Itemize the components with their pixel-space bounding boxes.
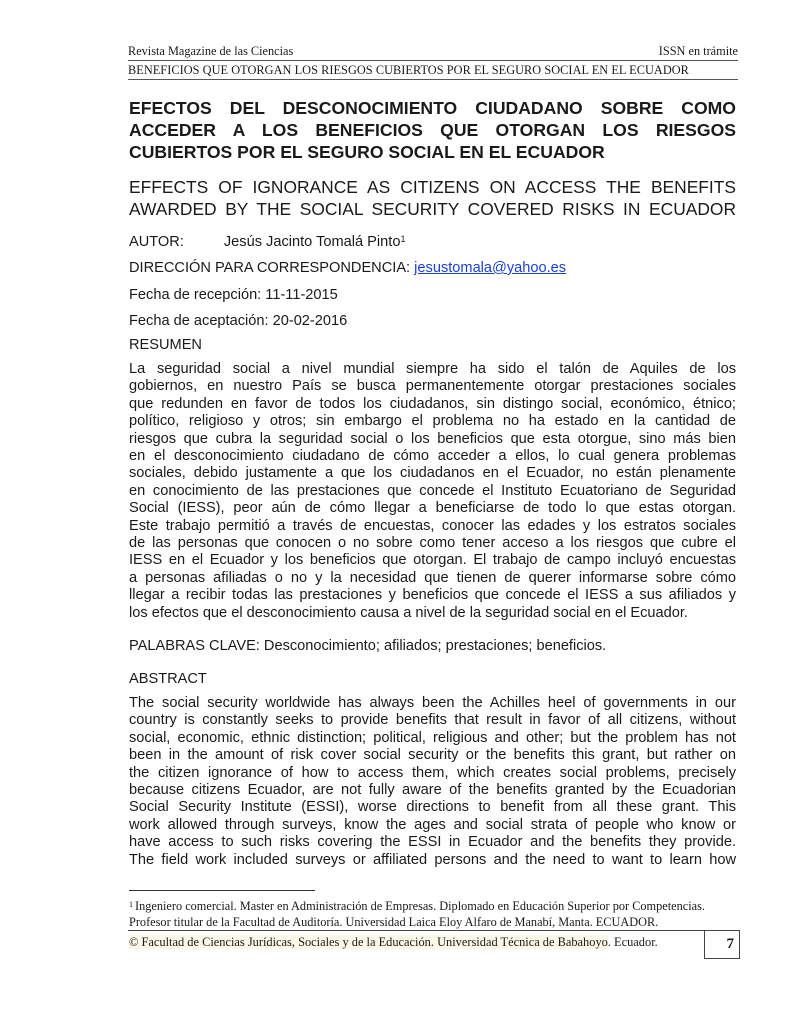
resumen-line: a personas afiliadas o no y la necesidad que tienen de querer informarse sobre cómo bbox=[129, 569, 736, 586]
resumen-line: riesgos que cubra la seguridad social o los beneficios que esta otorgue, sino más bien bbox=[129, 430, 736, 447]
title-en-line: EFFECTS OF IGNORANCE AS CITIZENS ON ACCESS THE BENEFITS bbox=[129, 177, 736, 197]
footer-divider bbox=[128, 930, 704, 931]
footnote-text: Ingeniero comercial. Master en Administración de Empresas. Diplomado en Educación Superior por Competencias. bbox=[135, 899, 705, 913]
resumen-line: en conocimiento de las prestaciones que concede el Instituto Ecuatoriano de Seguridad bbox=[129, 482, 736, 499]
correspondence-line bbox=[129, 259, 566, 277]
title-es-line: ACCEDER A LOS BENEFICIOS QUE OTORGAN LOS RIESGOS bbox=[129, 120, 736, 140]
running-head bbox=[128, 44, 738, 80]
resumen-line: Este trabajo permitió a través de encuestas, conocer las edades y los estratos sociales bbox=[129, 517, 736, 534]
email-link[interactable]: jesustomala@yahoo.es bbox=[414, 260, 567, 276]
title-spanish bbox=[129, 97, 736, 163]
running-head-top bbox=[128, 44, 738, 61]
footnote-mark[interactable]: 1 bbox=[400, 234, 406, 244]
abstract-heading: ABSTRACT bbox=[129, 671, 207, 687]
abstract-line: because citizens Ecuador, are not fully aware of the benefits granted by the Ecuadorian bbox=[129, 782, 736, 799]
abstract-line: Social Security Institute (ESSI), worse directions to benefit from all these grant. This bbox=[129, 799, 736, 816]
title-en-line: AWARDED BY THE SOCIAL SECURITY COVERED RISKS IN ECUADOR bbox=[129, 199, 736, 219]
resumen-line: IESS en el Ecuador y los beneficios que otorgan. El trabajo de campo incluyó encuestas bbox=[129, 552, 736, 569]
abstract-line: The social security worldwide has always been the Achilles heel of governments in our bbox=[129, 695, 736, 711]
footer-copyright bbox=[129, 935, 658, 950]
author-name: Jesús Jacinto Tomalá Pinto bbox=[223, 234, 401, 250]
keywords: PALABRAS CLAVE: Desconocimiento; afiliados; prestaciones; beneficios. bbox=[129, 638, 607, 654]
page-number: 7 bbox=[704, 930, 740, 959]
resumen-line: los efectos que el desconocimiento causa a nivel de la seguridad social en el Ecuador. bbox=[129, 604, 688, 621]
abstract-line: work allowed through surveys, know the ages and social strata of people who know or bbox=[129, 816, 736, 833]
footnote-line: Profesor titular de la Facultad de Auditoría. Universidad Laica Eloy Alfaro de Manabí, Manta. ECUADOR. bbox=[129, 914, 659, 929]
title-es-line: CUBIERTOS POR EL SEGURO SOCIAL EN EL ECUADOR bbox=[129, 142, 605, 162]
resumen-body bbox=[129, 361, 736, 622]
resumen-heading: RESUMEN bbox=[129, 337, 202, 353]
footnote-divider bbox=[129, 890, 315, 891]
issn-label: ISSN en trámite bbox=[658, 44, 738, 58]
received-date: Fecha de recepción: 11-11-2015 bbox=[129, 287, 338, 303]
resumen-line: gobiernos, en nuestro País se busca permanentemente otorgar prestaciones sociales bbox=[129, 378, 736, 395]
resumen-line: La seguridad social a nivel mundial siempre ha sido el talón de Aquiles de los bbox=[129, 361, 736, 377]
resumen-line: de las personas que conocen o no sobre como tener acceso a los riesgos que cubre el bbox=[129, 535, 736, 552]
footnote-number: 1 bbox=[129, 900, 133, 909]
title-english bbox=[129, 176, 736, 220]
copyright-text: © Facultad de Ciencias Jurídicas, Sociales y de la Educación. Universidad Técnica de Babahoyo bbox=[129, 935, 608, 949]
footnote bbox=[129, 899, 739, 930]
section-title: BENEFICIOS QUE OTORGAN LOS RIESGOS CUBIERTOS POR EL SEGURO SOCIAL EN EL ECUADOR bbox=[128, 61, 738, 80]
abstract-line: have access to such risks covering the ESSI in Ecuador and the benefits they provide. bbox=[129, 834, 736, 851]
footnote-line bbox=[129, 899, 739, 915]
accepted-date: Fecha de aceptación: 20-02-2016 bbox=[129, 313, 348, 329]
author-label: AUTOR: bbox=[129, 234, 184, 250]
author-line bbox=[129, 233, 405, 251]
resumen-line: llegar a recibir todas las prestaciones y beneficios que concede el IESS a sus afiliados y bbox=[129, 587, 736, 604]
abstract-line: country is constantly seeks to provide benefits that result in favor of all citizens, without bbox=[129, 712, 736, 729]
resumen-line: Social (IESS), peor aún de cómo llegar a beneficiarse de todo lo que estas otorgan. bbox=[129, 500, 736, 517]
abstract-line: social, economic, ethnic distinction; political, religious and other; but the problem has not bbox=[129, 729, 736, 746]
correspondence-label: DIRECCIÓN PARA CORRESPONDENCIA: bbox=[129, 260, 411, 276]
abstract-line: The field work included surveys or affiliated persons and the need to want to learn how bbox=[129, 851, 736, 868]
journal-name: Revista Magazine de las Ciencias bbox=[128, 44, 294, 58]
abstract-line: the citizen ignorance of how to access them, which creates social problems, precisely bbox=[129, 764, 736, 781]
title-es-line: EFECTOS DEL DESCONOCIMIENTO CIUDADANO SOBRE COMO bbox=[129, 98, 736, 118]
resumen-line: político, religioso y otros; sin embargo el problema no ha estado en la cantidad de bbox=[129, 413, 736, 430]
resumen-line: en el desconocimiento ciudadano de cómo acceder a ellos, lo cual genera problemas bbox=[129, 448, 736, 465]
copyright-suffix: . Ecuador. bbox=[607, 935, 658, 949]
resumen-line: sociales, debido justamente a que los ciudadanos en el Ecuador, no están plenamente bbox=[129, 465, 736, 482]
resumen-line: que redunden en favor de todos los ciudadanos, sin distingo social, económico, étnico; bbox=[129, 395, 736, 412]
abstract-body bbox=[129, 695, 736, 869]
abstract-line: been in the amount of risk cover social security or the benefits this grant, but rather on bbox=[129, 747, 736, 764]
